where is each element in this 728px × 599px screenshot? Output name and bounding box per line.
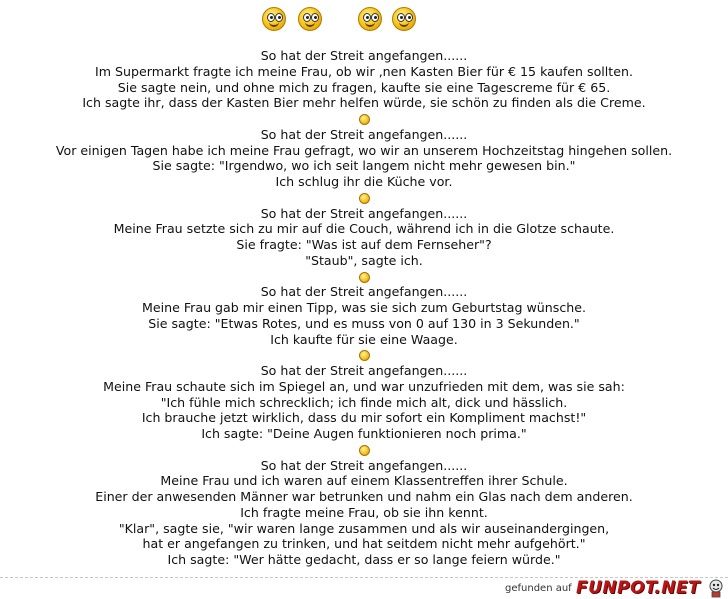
smiley-icon	[359, 272, 370, 283]
smiley-icon	[298, 7, 322, 31]
story-line: So hat der Streit angefangen......	[260, 457, 468, 473]
smiley-icon	[392, 7, 416, 31]
story-line: Meine Frau schaute sich im Spiegel an, und war unzufrieden mit dem, was sie sah:	[103, 378, 625, 394]
story-line: Ich fragte meine Frau, ob sie ihn kennt.	[240, 504, 488, 520]
smiley-icon	[359, 350, 370, 361]
mascot-icon	[706, 578, 726, 598]
story-line: So hat der Streit angefangen......	[260, 126, 468, 142]
story-line: Im Supermarkt fragte ich meine Frau, ob wir ‚nen Kasten Bier für € 15 kaufen sollten.	[95, 63, 633, 79]
story-line: Ich sagte ihr, dass der Kasten Bier mehr helfen würde, sie schön zu finden als die Creme.	[82, 95, 646, 111]
footer-label: gefunden auf	[505, 583, 572, 594]
story-line: Meine Frau und ich waren auf einem Klassentreffen ihrer Schule.	[160, 473, 568, 489]
smiley-icon	[262, 7, 286, 31]
smiley-icon	[359, 193, 370, 204]
story-line: Meine Frau gab mir einen Tipp, was sie sich zum Geburtstag wünsche.	[142, 300, 586, 315]
story-line: hat er angefangen zu trinken, und hat seitdem nicht mehr aufgehört."	[142, 536, 586, 552]
story-line: So hat der Streit angefangen......	[260, 48, 468, 63]
separator-row	[0, 347, 728, 363]
story-line: Ich sagte: "Wer hätte gedacht, dass er so lange feiern würde."	[167, 552, 561, 567]
story-line: Ich brauche jetzt wirklich, dass du mir sofort ein Kompliment machst!"	[141, 410, 587, 426]
story-line: "Staub", sagte ich.	[305, 252, 423, 268]
story-text	[0, 48, 728, 568]
smiley-icon	[358, 7, 382, 31]
separator-row	[0, 190, 728, 206]
separator-row	[0, 111, 728, 127]
story-line: Sie sagte: "Irgendwo, wo ich seit langem nicht mehr gewesen bin."	[152, 158, 576, 174]
story-line: Vor einigen Tagen habe ich meine Frau gefragt, wo wir an unserem Hochzeitstag hingehen sollen.	[55, 142, 673, 158]
footer	[0, 577, 728, 599]
smiley-icon	[359, 114, 370, 125]
separator-row	[0, 442, 728, 458]
story-line: So hat der Streit angefangen......	[260, 363, 468, 378]
story-line: Einer der anwesenden Männer war betrunken und nahm ein Glas nach dem anderen.	[95, 489, 633, 504]
story-line: "Klar", sagte sie, "wir waren lange zusammen und als wir auseinandergingen,	[118, 520, 610, 536]
story-line: So hat der Streit angefangen......	[260, 205, 468, 221]
header-smileys	[262, 5, 422, 31]
story-line: So hat der Streit angefangen......	[260, 284, 468, 300]
story-line: Ich schlug ihr die Küche vor.	[275, 174, 453, 189]
story-line: Ich sagte: "Deine Augen funktionieren noch prima."	[201, 426, 527, 441]
story-line: Sie sagte: "Etwas Rotes, und es muss von 0 auf 130 in 3 Sekunden."	[148, 315, 580, 331]
funpot-logo[interactable]: FUNPOT.NET	[576, 578, 701, 598]
separator-row	[0, 269, 728, 285]
smiley-icon	[359, 445, 370, 456]
story-line: Sie sagte nein, und ohne mich zu fragen, kaufte sie eine Tagescreme für € 65.	[117, 79, 611, 95]
story-line: Ich kaufte für sie eine Waage.	[270, 331, 458, 347]
story-line: Meine Frau setzte sich zu mir auf die Couch, während ich in die Glotze schaute.	[113, 221, 615, 237]
story-line: Sie fragte: "Was ist auf dem Fernseher"?	[236, 237, 492, 252]
story-line: "Ich fühle mich schrecklich; ich finde mich alt, dick und hässlich.	[160, 394, 568, 410]
